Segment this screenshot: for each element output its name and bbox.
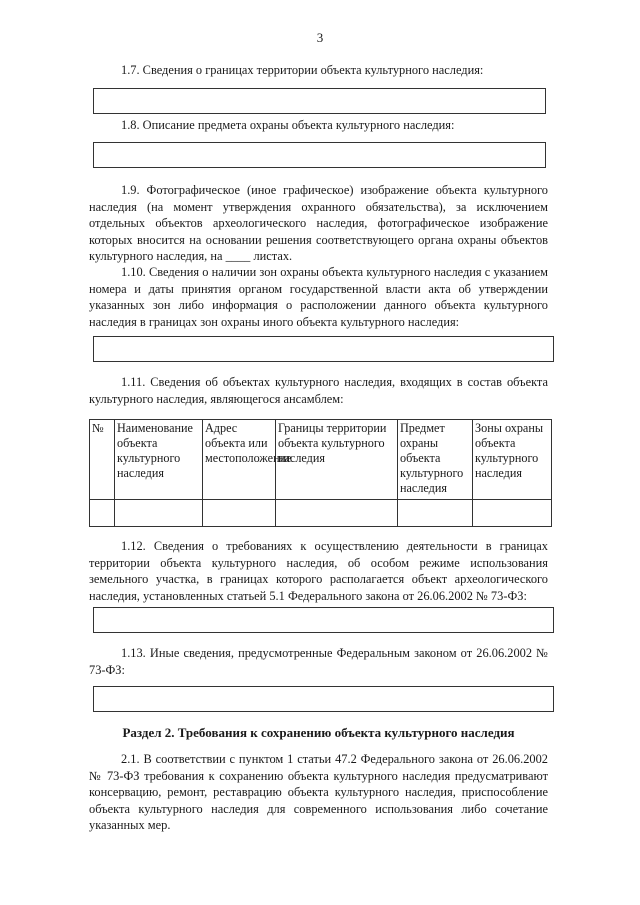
- section-1-12-text: 1.12. Сведения о требованиях к осуществлению деятельности в границах территории объекта культурного наследия, об особом режиме использования земельного участка, в границах которого располагается объект археологического наследия, установленных статьей 5.1 Федерального закона от 26.06.2002 № 73-ФЗ:: [89, 539, 548, 603]
- section-1-13-field[interactable]: [93, 686, 554, 712]
- table-cell[interactable]: [276, 500, 398, 527]
- column-header-territory: Границы территории объекта культурного наследия: [276, 420, 398, 500]
- column-header-address: Адрес объекта или местоположение: [203, 420, 276, 500]
- column-header-protection-zones: Зоны охраны объекта культурного наследия: [473, 420, 552, 500]
- section-1-9-text: 1.9. Фотографическое (иное графическое) изображение объекта культурного наследия (на момент утверждения охранного обязательства), за исключением отдельных объектов археологического наследия, фотографическое изображение которых вносится на основании решения соответствующего органа охраны объектов культурного наследия, на ____ листах.: [89, 183, 548, 263]
- page-number: 3: [316, 30, 324, 45]
- table-cell[interactable]: [203, 500, 276, 527]
- table-header-row: [90, 420, 552, 500]
- table-cell[interactable]: [398, 500, 473, 527]
- column-header-protection-subject: Предмет охраны объекта культурного наследия: [398, 420, 473, 500]
- section-1-8-field[interactable]: [93, 142, 546, 168]
- section-1-12-field[interactable]: [93, 607, 554, 633]
- section-1-7-text: 1.7. Сведения о границах территории объекта культурного наследия:: [121, 63, 484, 77]
- table-row: [90, 500, 552, 527]
- section-1-10-text: 1.10. Сведения о наличии зон охраны объекта культурного наследия с указанием номера и даты принятия органом государственной власти акта об утверждении указанных зон либо информация о расположении данного объекта культурного наследия в границах зон охраны иного объекта культурного наследия:: [89, 265, 548, 329]
- column-header-name: Наименование объекта культурного наследия: [115, 420, 203, 500]
- section-1-8-text: 1.8. Описание предмета охраны объекта культурного наследия:: [121, 118, 455, 132]
- section-2-1-text: 2.1. В соответствии с пунктом 1 статьи 47.2 Федерального закона от 26.06.2002 № 73-ФЗ требования к сохранению объекта культурного наследия предусматривают консервацию, ремонт, реставрацию объекта культурного наследия, приспособление объекта культурного наследия для современного использования либо сочетание указанных мер.: [89, 752, 548, 832]
- table-cell[interactable]: [473, 500, 552, 527]
- section-2-heading: Раздел 2. Требования к сохранению объекта культурного наследия: [122, 725, 515, 740]
- table-cell[interactable]: [115, 500, 203, 527]
- section-1-13-text: 1.13. Иные сведения, предусмотренные Федеральным законом от 26.06.2002 № 73-ФЗ:: [89, 646, 548, 677]
- section-1-7-field[interactable]: [93, 88, 546, 114]
- section-1-10-field[interactable]: [93, 336, 554, 362]
- section-1-11-text: 1.11. Сведения об объектах культурного наследия, входящих в состав объекта культурного наследия, являющегося ансамблем:: [89, 375, 548, 406]
- table-cell[interactable]: [90, 500, 115, 527]
- column-header-number: №: [90, 420, 115, 500]
- ensemble-objects-table: [89, 419, 552, 527]
